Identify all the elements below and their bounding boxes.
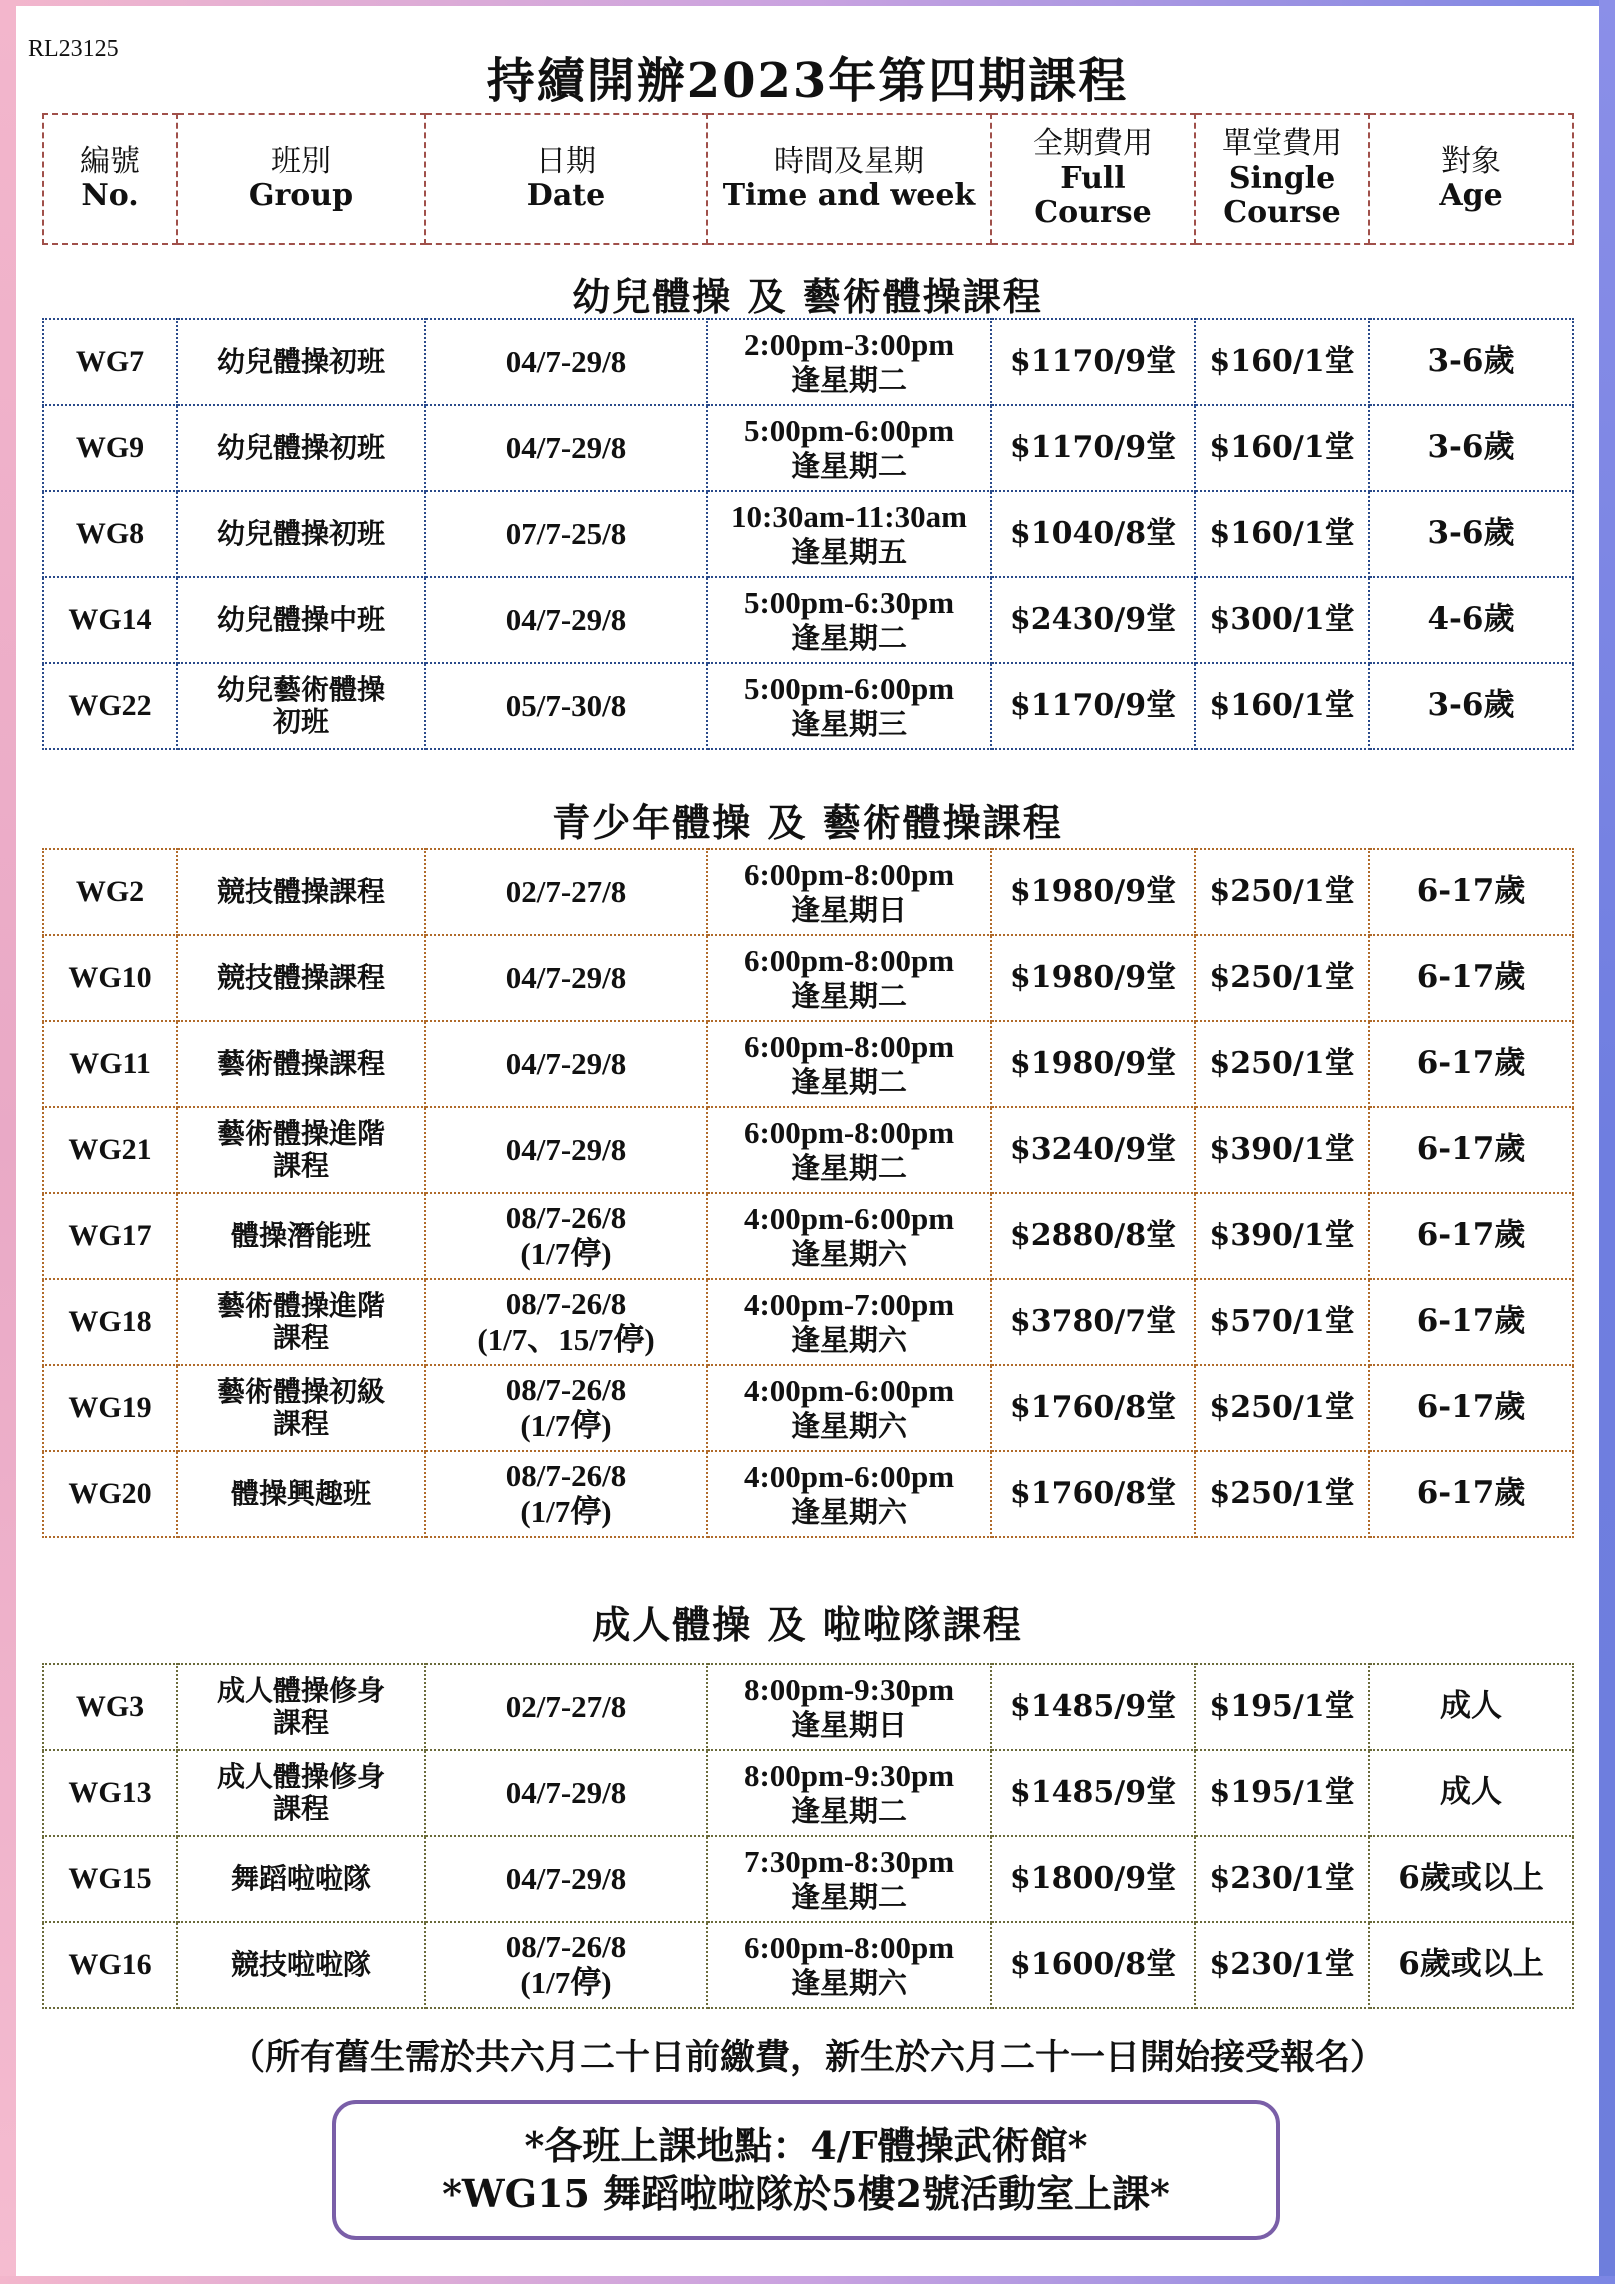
course-group: 藝術體操進階 課程 (177, 1279, 425, 1365)
single-course-fee: $160/1堂 (1195, 319, 1369, 405)
course-time: 8:00pm-9:30pm 逢星期日 (707, 1664, 991, 1750)
course-code: WG10 (43, 935, 177, 1021)
table-row (43, 1750, 1573, 1836)
table-row (43, 1193, 1573, 1279)
section-title-youth: 青少年體操 及 藝術體操課程 (552, 800, 1063, 845)
course-time: 4:00pm-6:00pm 逢星期六 (707, 1451, 991, 1537)
full-course-fee: $1040/8堂 (991, 491, 1195, 577)
course-age: 6歲或以上 (1369, 1922, 1573, 2008)
course-group: 成人體操修身 課程 (177, 1664, 425, 1750)
course-group: 競技啦啦隊 (177, 1922, 425, 2008)
table-row (43, 935, 1573, 1021)
table-row (43, 1107, 1573, 1193)
course-group: 幼兒體操中班 (177, 577, 425, 663)
course-age: 6-17歲 (1369, 1107, 1573, 1193)
course-date: 04/7-29/8 (425, 577, 707, 663)
full-course-fee: $1170/9堂 (991, 663, 1195, 749)
header-single-course: 單堂費用 Single Course (1195, 114, 1369, 244)
single-course-fee: $230/1堂 (1195, 1836, 1369, 1922)
full-course-fee: $1485/9堂 (991, 1664, 1195, 1750)
course-age: 成人 (1369, 1750, 1573, 1836)
course-group: 藝術體操進階 課程 (177, 1107, 425, 1193)
course-age: 6-17歲 (1369, 849, 1573, 935)
course-age: 6歲或以上 (1369, 1836, 1573, 1922)
course-date: 08/7-26/8 (1/7、15/7停) (425, 1279, 707, 1365)
single-course-fee: $160/1堂 (1195, 405, 1369, 491)
course-group: 藝術體操初級 課程 (177, 1365, 425, 1451)
course-code: WG13 (43, 1750, 177, 1836)
course-code: WG11 (43, 1021, 177, 1107)
full-course-fee: $1485/9堂 (991, 1750, 1195, 1836)
course-date: 04/7-29/8 (425, 405, 707, 491)
section-title-kids: 幼兒體操 及 藝術體操課程 (572, 274, 1043, 319)
location-line: *各班上課地點：4/F體操武術館* (524, 2123, 1088, 2168)
course-time: 6:00pm-8:00pm 逢星期二 (707, 935, 991, 1021)
course-age: 成人 (1369, 1664, 1573, 1750)
table-row (43, 1365, 1573, 1451)
header-date: 日期 Date (425, 114, 707, 244)
full-course-fee: $3780/7堂 (991, 1279, 1195, 1365)
course-time: 5:00pm-6:00pm 逢星期二 (707, 405, 991, 491)
course-group: 競技體操課程 (177, 849, 425, 935)
course-group: 幼兒體操初班 (177, 491, 425, 577)
full-course-fee: $1980/9堂 (991, 1021, 1195, 1107)
single-course-fee: $300/1堂 (1195, 577, 1369, 663)
course-age: 6-17歲 (1369, 1365, 1573, 1451)
course-group: 幼兒藝術體操 初班 (177, 663, 425, 749)
course-code: WG20 (43, 1451, 177, 1537)
full-course-fee: $1800/9堂 (991, 1836, 1195, 1922)
course-time: 4:00pm-6:00pm 逢星期六 (707, 1365, 991, 1451)
course-group: 體操潛能班 (177, 1193, 425, 1279)
course-time: 5:00pm-6:00pm 逢星期三 (707, 663, 991, 749)
course-group: 競技體操課程 (177, 935, 425, 1021)
table-row (43, 1664, 1573, 1750)
course-time: 6:00pm-8:00pm 逢星期二 (707, 1107, 991, 1193)
course-date: 08/7-26/8 (1/7停) (425, 1922, 707, 2008)
course-date: 08/7-26/8 (1/7停) (425, 1451, 707, 1537)
header-group: 班別 Group (177, 114, 425, 244)
course-date: 07/7-25/8 (425, 491, 707, 577)
course-group: 藝術體操課程 (177, 1021, 425, 1107)
single-course-fee: $250/1堂 (1195, 935, 1369, 1021)
course-code: WG9 (43, 405, 177, 491)
course-group: 舞蹈啦啦隊 (177, 1836, 425, 1922)
single-course-fee: $250/1堂 (1195, 849, 1369, 935)
course-time: 4:00pm-6:00pm 逢星期六 (707, 1193, 991, 1279)
right-border-strip (1599, 0, 1615, 2284)
course-age: 3-6歲 (1369, 405, 1573, 491)
table-row (43, 1451, 1573, 1537)
course-date: 02/7-27/8 (425, 1664, 707, 1750)
course-code: WG19 (43, 1365, 177, 1451)
course-group: 幼兒體操初班 (177, 319, 425, 405)
single-course-fee: $570/1堂 (1195, 1279, 1369, 1365)
course-date: 04/7-29/8 (425, 1107, 707, 1193)
course-code: WG21 (43, 1107, 177, 1193)
course-date: 04/7-29/8 (425, 319, 707, 405)
course-code: WG18 (43, 1279, 177, 1365)
registration-note: （所有舊生需於共六月二十日前繳費，新生於六月二十一日開始接受報名） (229, 2037, 1385, 2078)
course-date: 08/7-26/8 (1/7停) (425, 1193, 707, 1279)
single-course-fee: $195/1堂 (1195, 1750, 1369, 1836)
table-youth (42, 848, 1574, 1538)
course-time: 10:30am-11:30am 逢星期五 (707, 491, 991, 577)
bottom-border-strip (0, 2276, 1615, 2284)
full-course-fee: $2430/9堂 (991, 577, 1195, 663)
table-adult (42, 1663, 1574, 2009)
full-course-fee: $3240/9堂 (991, 1107, 1195, 1193)
document-code: RL23125 (28, 36, 119, 62)
single-course-fee: $250/1堂 (1195, 1451, 1369, 1537)
course-age: 6-17歲 (1369, 935, 1573, 1021)
table-row (43, 491, 1573, 577)
full-course-fee: $1170/9堂 (991, 405, 1195, 491)
course-group: 幼兒體操初班 (177, 405, 425, 491)
course-age: 6-17歲 (1369, 1193, 1573, 1279)
course-time: 6:00pm-8:00pm 逢星期六 (707, 1922, 991, 2008)
course-time: 8:00pm-9:30pm 逢星期二 (707, 1750, 991, 1836)
page-title: 持續開辦2023年第四期課程 (486, 53, 1129, 109)
single-course-fee: $250/1堂 (1195, 1365, 1369, 1451)
single-course-fee: $390/1堂 (1195, 1193, 1369, 1279)
course-time: 6:00pm-8:00pm 逢星期日 (707, 849, 991, 935)
table-row (43, 849, 1573, 935)
course-group: 體操興趣班 (177, 1451, 425, 1537)
course-date: 08/7-26/8 (1/7停) (425, 1365, 707, 1451)
full-course-fee: $1980/9堂 (991, 849, 1195, 935)
full-course-fee: $1170/9堂 (991, 319, 1195, 405)
course-age: 3-6歲 (1369, 663, 1573, 749)
location-info-box (332, 2100, 1280, 2240)
single-course-fee: $230/1堂 (1195, 1922, 1369, 2008)
table-row (43, 1021, 1573, 1107)
full-course-fee: $2880/8堂 (991, 1193, 1195, 1279)
top-border-strip (0, 0, 1615, 6)
section-title-adult: 成人體操 及 啦啦隊課程 (592, 1602, 1023, 1647)
course-date: 04/7-29/8 (425, 1021, 707, 1107)
course-time: 7:30pm-8:30pm 逢星期二 (707, 1836, 991, 1922)
course-age: 3-6歲 (1369, 319, 1573, 405)
course-age: 4-6歲 (1369, 577, 1573, 663)
course-code: WG15 (43, 1836, 177, 1922)
full-course-fee: $1600/8堂 (991, 1922, 1195, 2008)
header-no: 編號 No. (43, 114, 177, 244)
table-row (43, 577, 1573, 663)
course-code: WG17 (43, 1193, 177, 1279)
course-date: 04/7-29/8 (425, 935, 707, 1021)
header-time: 時間及星期 Time and week (707, 114, 991, 244)
table-kids (42, 318, 1574, 750)
full-course-fee: $1760/8堂 (991, 1365, 1195, 1451)
course-time: 2:00pm-3:00pm 逢星期二 (707, 319, 991, 405)
course-code: WG16 (43, 1922, 177, 2008)
course-code: WG3 (43, 1664, 177, 1750)
course-code: WG22 (43, 663, 177, 749)
course-code: WG8 (43, 491, 177, 577)
left-border-strip (0, 0, 16, 2284)
course-time: 6:00pm-8:00pm 逢星期二 (707, 1021, 991, 1107)
header-age: 對象 Age (1369, 114, 1573, 244)
course-date: 04/7-29/8 (425, 1750, 707, 1836)
course-time: 5:00pm-6:30pm 逢星期二 (707, 577, 991, 663)
single-course-fee: $390/1堂 (1195, 1107, 1369, 1193)
course-date: 02/7-27/8 (425, 849, 707, 935)
course-date: 05/7-30/8 (425, 663, 707, 749)
full-course-fee: $1760/8堂 (991, 1451, 1195, 1537)
table-row (43, 319, 1573, 405)
course-date: 04/7-29/8 (425, 1836, 707, 1922)
course-age: 6-17歲 (1369, 1279, 1573, 1365)
course-age: 6-17歲 (1369, 1021, 1573, 1107)
full-course-fee: $1980/9堂 (991, 935, 1195, 1021)
table-row (43, 1836, 1573, 1922)
course-group: 成人體操修身 課程 (177, 1750, 425, 1836)
single-course-fee: $160/1堂 (1195, 663, 1369, 749)
course-time: 4:00pm-7:00pm 逢星期六 (707, 1279, 991, 1365)
course-age: 3-6歲 (1369, 491, 1573, 577)
course-code: WG14 (43, 577, 177, 663)
single-course-fee: $160/1堂 (1195, 491, 1369, 577)
header-full-course: 全期費用 Full Course (991, 114, 1195, 244)
course-age: 6-17歲 (1369, 1451, 1573, 1537)
course-code: WG2 (43, 849, 177, 935)
single-course-fee: $195/1堂 (1195, 1664, 1369, 1750)
single-course-fee: $250/1堂 (1195, 1021, 1369, 1107)
table-row (43, 1279, 1573, 1365)
table-row (43, 405, 1573, 491)
wg15-location-line: *WG15 舞蹈啦啦隊於5樓2號活動室上課* (442, 2170, 1170, 2216)
table-row (43, 663, 1573, 749)
course-code: WG7 (43, 319, 177, 405)
table-row (43, 1922, 1573, 2008)
table-header (42, 113, 1574, 245)
